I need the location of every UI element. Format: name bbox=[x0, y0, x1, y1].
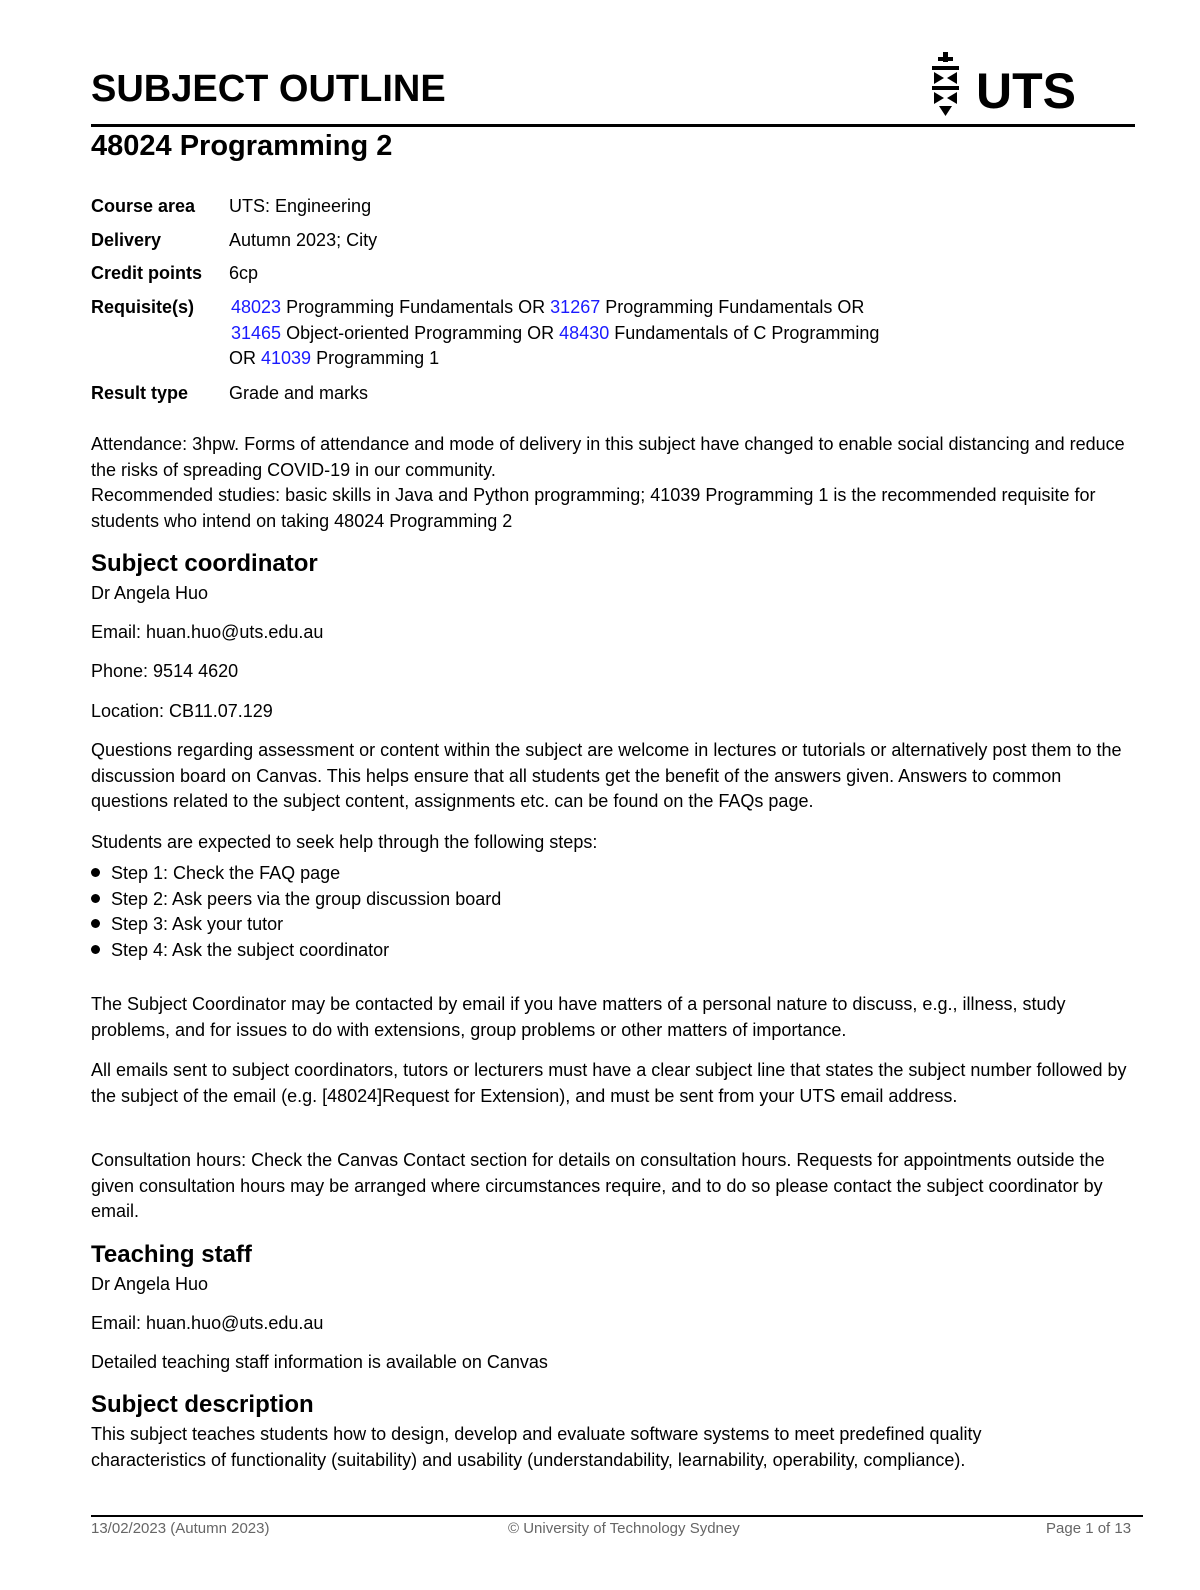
requisite-text: Programming 1 bbox=[311, 348, 440, 368]
teaching-email: Email: huan.huo@uts.edu.au bbox=[91, 1313, 324, 1333]
course-area-label: Course area bbox=[91, 196, 196, 216]
requisite-link[interactable]: 31465 bbox=[231, 322, 282, 343]
requisite-link[interactable]: 31267 bbox=[550, 297, 601, 317]
questions-text: Questions regarding assessment or content within the subject are welcome in lectures or tutorials or alternatively post them to the discussion board on Canvas. This helps ensure that all students get the benefit of the answers given. Answers to common questions related to the subject content, assignments etc. can be found on the FAQs page. bbox=[91, 740, 1122, 811]
requisite-text: Programming Fundamentals OR bbox=[281, 297, 551, 317]
list-item: Step 4: Ask the subject coordinator bbox=[91, 938, 389, 964]
credit-points-label: Credit points bbox=[91, 263, 202, 283]
result-type-value: Grade and marks bbox=[229, 383, 369, 403]
footer-page: Page 1 of 13 bbox=[1046, 1520, 1132, 1537]
delivery-label: Delivery bbox=[91, 230, 162, 250]
coordinator-phone: Phone: 9514 4620 bbox=[91, 661, 239, 681]
list-item: Step 3: Ask your tutor bbox=[91, 912, 283, 938]
list-item: Step 1: Check the FAQ page bbox=[91, 861, 340, 887]
page-title: SUBJECT OUTLINE bbox=[91, 68, 446, 110]
list-item: Step 2: Ask peers via the group discussion board bbox=[91, 887, 501, 913]
coordinator-email: Email: huan.huo@uts.edu.au bbox=[91, 622, 324, 642]
footer-date: 13/02/2023 (Autumn 2023) bbox=[91, 1520, 270, 1537]
requisites-line-3 bbox=[229, 346, 991, 372]
header-rule bbox=[91, 124, 1135, 127]
coordinator-location: Location: CB11.07.129 bbox=[91, 701, 273, 721]
consultation-text: Consultation hours: Check the Canvas Contact section for details on consultation hours. Requests for appointments outside the given consultation hours may be arranged where circumstances require, and to do so please contact the subject coordinator by email. bbox=[91, 1150, 1105, 1221]
teaching-heading: Teaching staff bbox=[91, 1241, 252, 1268]
requisites-value bbox=[231, 295, 991, 372]
requisites-line-2 bbox=[231, 321, 991, 347]
bullet-icon bbox=[91, 945, 100, 954]
requisite-prefix: OR bbox=[229, 348, 262, 368]
requisites-line-1 bbox=[231, 295, 991, 321]
bullet-icon bbox=[91, 868, 100, 877]
bullet-icon bbox=[91, 919, 100, 928]
bullet-icon bbox=[91, 894, 100, 903]
requisite-text: Object-oriented Programming OR bbox=[281, 322, 560, 343]
description-heading: Subject description bbox=[91, 1391, 314, 1418]
result-type-label: Result type bbox=[91, 383, 189, 403]
requisite-text: Fundamentals of C Programming bbox=[609, 322, 880, 343]
teaching-detail: Detailed teaching staff information is available on Canvas bbox=[91, 1352, 548, 1372]
requisites-label: Requisite(s) bbox=[91, 297, 195, 317]
attendance-text: Attendance: 3hpw. Forms of attendance and mode of delivery in this subject have changed to enable social distancing and reduce the risks of spreading COVID-19 in our community. bbox=[91, 434, 1125, 480]
description-text: This subject teaches students how to design, develop and evaluate software systems to meet predefined quality characteristics of functionality (suitability) and usability (understandability, learnability, operability, compliance). bbox=[91, 1424, 982, 1470]
recommended-text: Recommended studies: basic skills in Java and Python programming; 41039 Programming 1 is the recommended requisite for students who intend on taking 48024 Programming 2 bbox=[91, 485, 1096, 531]
coordinator-name: Dr Angela Huo bbox=[91, 583, 209, 603]
footer-copyright: © University of Technology Sydney bbox=[508, 1520, 740, 1537]
uts-logo bbox=[928, 52, 1090, 118]
credit-points-value: 6cp bbox=[229, 263, 259, 283]
steps-intro: Students are expected to seek help through the following steps: bbox=[91, 832, 598, 852]
requisite-text: Programming Fundamentals OR bbox=[600, 297, 865, 317]
requisite-link[interactable]: 48023 bbox=[231, 297, 282, 317]
contact-text: The Subject Coordinator may be contacted by email if you have matters of a personal nature to discuss, e.g., illness, study problems, and for issues to do with extensions, group problems or other matters of importance. bbox=[91, 994, 1066, 1040]
requisite-link[interactable]: 41039 bbox=[261, 348, 312, 368]
requisite-link[interactable]: 48430 bbox=[559, 322, 610, 343]
subject-title: 48024 Programming 2 bbox=[91, 130, 393, 162]
teaching-name: Dr Angela Huo bbox=[91, 1274, 209, 1294]
footer-rule bbox=[91, 1515, 1143, 1517]
logo-text: UTS bbox=[976, 63, 1076, 118]
emails-text: All emails sent to subject coordinators, tutors or lecturers must have a clear subject line that states the subject number followed by the subject of the email (e.g. [48024]Request for Extension), and must be sent from your UTS email address. bbox=[91, 1060, 1127, 1106]
delivery-value: Autumn 2023; City bbox=[229, 230, 378, 250]
coordinator-heading: Subject coordinator bbox=[91, 550, 318, 577]
course-area-value: UTS: Engineering bbox=[229, 196, 372, 216]
